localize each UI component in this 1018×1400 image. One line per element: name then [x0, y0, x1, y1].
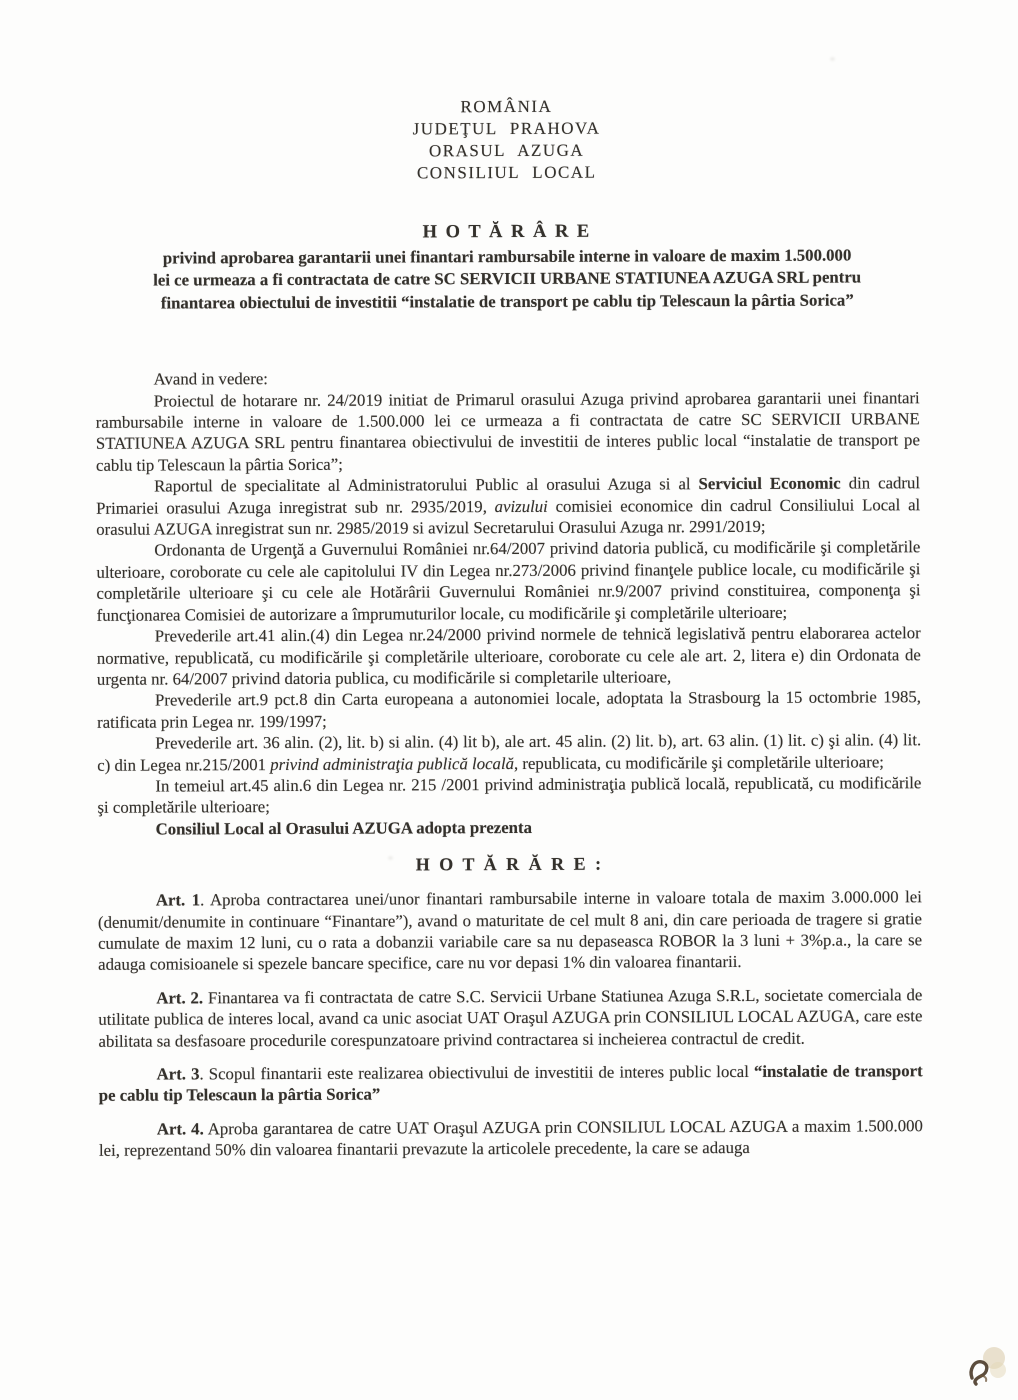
articles-section: [98, 886, 923, 1161]
recital-temei-legal: [97, 772, 921, 818]
article-2: [98, 984, 922, 1052]
preamble-section: [96, 365, 922, 840]
scan-speck: [388, 856, 393, 860]
letterhead: [94, 94, 918, 186]
scan-speck: [318, 903, 325, 908]
handwritten-ink-mark: [962, 1340, 1008, 1392]
text-run: Prevederile art. 36 alin. (2), lit. b) si alin. (4) lit b), ale art. 45 alin. (2) lit. b), art. 63 alin. (1) lit. c) şi alin. (4) lit. c) din Legea nr.215/2001: [97, 730, 922, 775]
text-run: din cadrul Primariei orasului Azuga inregistrat sub nr. 2935/2019,: [96, 473, 921, 518]
document-subtitle: [95, 244, 919, 315]
article-4: [99, 1115, 923, 1161]
text-run: Raportul de specialitate al Administratorului Public al orasului Azuga si al: [154, 474, 699, 496]
text-run: Avand in vedere:: [153, 369, 268, 389]
text-run: Prevederile art.41 alin.(4) din Legea nr.24/2000 privind normele de tehnică legislativă pentru elaborarea actelor normative, republicată, cu modificările şi completările ulterioare, coroborate cu cele ale art. 2, litera e) din Ordonata de urgenta nr. 64/2007 privind datoria publica, cu modificările si completarile ulterioare,: [96, 623, 921, 689]
text-run: avizului: [494, 496, 548, 516]
subtitle-line-2: lei ce urmeaza a fi contractata de catre SC SERVICII URBANE STATIUNEA AZUGA SRL pentru: [153, 267, 862, 290]
text-run: Art. 3: [156, 1064, 200, 1084]
text-run: Consiliul Local al Orasului AZUGA adopta prezenta: [155, 817, 532, 839]
text-run: Aproba garantarea de catre UAT Oraşul AZUGA prin CONSILIUL LOCAL AZUGA a maxim 1.500.000 lei, reprezentand 50% din valoarea finantarii prevazute la articolele precedente, la care se adauga: [98, 1116, 923, 1161]
text-run: , republicata, cu modificările şi completările ulterioare;: [513, 751, 884, 773]
recital-report: [96, 472, 920, 540]
text-run: Art. 4.: [156, 1119, 204, 1139]
subtitle-line-1: privind aprobarea garantarii unei finantari rambursabile interne in valoare de maxim 1.500.000: [162, 245, 852, 268]
recital-project: [96, 387, 920, 476]
text-run: In temeiul art.45 alin.6 din Legea nr. 215 /2001 privind administraţia publică locală, republicată, cu modificările şi completările ulterioare;: [97, 773, 922, 818]
letterhead-line-town: ORASUL AZUGA: [428, 140, 585, 161]
article-3: [99, 1060, 923, 1106]
text-run: comisiei economice din cadrul Consiliului Local al orasului AZUGA inregistrat sun nr. 2985/2019 si avizul Secretarului Orasului Azuga nr. 2991/2019;: [96, 494, 921, 539]
scan-speck: [830, 57, 835, 61]
text-run: . Scopul finantarii este realizarea obiectivului de investitii de interes public local: [199, 1061, 755, 1084]
letterhead-line-council: CONSILIUL LOCAL: [416, 162, 597, 183]
decision-heading: H O T Ă R Ă R E :: [415, 853, 604, 875]
text-run: Art. 1: [155, 890, 201, 910]
text-run: “instalatie de transport pe cablu tip Telescaun la pârtia Sorica”: [98, 1061, 923, 1106]
document-title: H O T Ă R Â R E: [422, 221, 592, 243]
recital-oug-64-2007: [96, 537, 920, 626]
text-run: Prevederile art.9 pct.8 din Carta europeana a autonomiei locale, adoptata la Strasbourg la 15 octombrie 1985, ratificata prin Legea nr. 199/1997;: [97, 687, 922, 732]
adoption-clause: [98, 815, 922, 840]
article-1: [98, 886, 922, 975]
text-run: privind administraţia publică locală: [270, 753, 515, 774]
letterhead-line-county: JUDEŢUL PRAHOVA: [412, 118, 601, 139]
text-run: Ordonanta de Urgenţă a Guvernului României nr.64/2007 privind datoria publică, cu modificările şi completările ulterioare, coroborate cu cele ale capitolului IV din Legea nr.273/2006 privind finanţele publice locale, cu modificările şi completările ulterioare şi cu cele ale Hotărârii Guvernului României nr.9/2007 privind constituirea, componenţa şi funcţionarea Comisiei de autorizare a împrumuturilor locale, cu modificările şi completările ulterioare;: [96, 537, 921, 625]
text-run: Art. 2.: [156, 988, 204, 1008]
recital-carta-europeana: [97, 687, 921, 733]
subtitle-line-3: finantarea obiectului de investitii “instalatie de transport pe cablu tip Telescaun la pârtia Sorica”: [160, 290, 854, 313]
recital-legea-215-2001: [97, 729, 921, 775]
text-run: Proiectul de hotarare nr. 24/2019 initiat de Primarul orasului Azuga privind aprobarea garantarii unei finantari rambursabile interne in valoare de 1.500.000 lei ce urmeaza a fi contractata de catre SC SERVICII URBANE STATIUNEA AZUGA SRL pentru finantarea obiectivului de investitii de interes public local “instalatie de transport pe cablu tip Telescaun la pârtia Sorica”;: [95, 387, 920, 475]
text-run: Finantarea va fi contractata de catre S.C. Servicii Urbane Statiunea Azuga S.R.L, societate comerciala de utilitate publica de interes local, avand ca unic asociat UAT Oraşul AZUGA prin CONSILIUL LOCAL AZUGA, care este abilitata sa desfasoare procedurile corespunzatoare privind contractarea si incheierea contractul de credit.: [98, 984, 923, 1051]
recital-legea-24-2000: [97, 622, 921, 690]
text-run: . Aproba contractarea unei/unor finantari rambursabile interne in valoare totala de maxim 3.000.000 lei (denumit/denumite in continuare “Finantare”), avand o maturitate de cel mult 8 ani, din care perioada de tragere si gratie cumulate de maxim 12 luni, cu o rata a dobanzii variabile care sa nu depaseasca ROBOR la 3 luni + 3%p.a., la care se adauga comisioanele si spezele bancare specifice, care nu vor depasi 1% din valoarea finantarii.: [97, 887, 923, 975]
scan-speck: [585, 925, 591, 929]
letterhead-line-country: ROMÂNIA: [460, 96, 553, 117]
text-run: Serviciul Economic: [698, 473, 841, 494]
